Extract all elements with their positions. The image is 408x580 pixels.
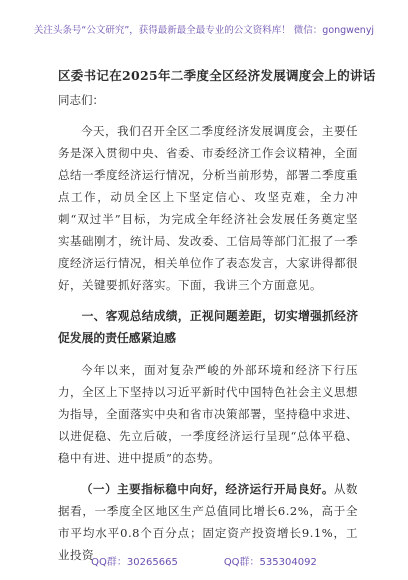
greeting: 同志们：: [58, 93, 104, 107]
subsection-1-heading: （一）主要指标稳中向好，经济运行开局良好。: [81, 482, 334, 496]
document-title: 区委书记在2025年二季度全区经济发展调度会上的讲话: [58, 68, 376, 83]
header-banner: 关注头条号“公文研究”，获得最新最全最专业的公文资料库！ 微信：gongwenyj: [33, 25, 375, 36]
intro-paragraph: 今天，我们召开全区二季度经济发展调度会，主要任务是深入贯彻中央、省委、市委经济工作会议精神，全面总结一季度经济运行情况，分析当前形势，部署二季度重点工作，动员全区上下坚定信心、攻坚克难，全力冲刺“双过半”目标，为完成全年经济社会发展任务奠定坚实基础刚才，统计局、发改委、工信局等部门汇报了一季度经济运行情况，相关单位作了表态发言，大家讲得都很好，关键要抓好落实。下面，我讲三个方面意见。: [58, 124, 358, 292]
footer-qq-groups: [0, 553, 408, 568]
document-body: [58, 66, 376, 575]
section-1-paragraph: 今年以来，面对复杂严峻的外部环境和经济下行压力，全区上下坚持以习近平新时代中国特色社会主义思想为指导，全面落实中央和省市决策部署，坚持稳中求进、以进促稳、先立后破，一季度经济运行呈现“总体平稳、稳中有进、进中提质”的态势。: [58, 363, 358, 465]
section-1-heading: 一、客观总结成绩，正视问题差距，切实增强抓经济促发展的责任感紧迫感: [58, 309, 358, 345]
footer-qq-group-1: QQ群：30265665: [91, 557, 178, 568]
subsection-1-text: 从数据看，一季度全区地区生产总值同比增长6.2%，高于全市平均水平0.8个百分点；固定资产投资增长9.1%，工业投资: [58, 482, 358, 562]
footer-qq-group-2: QQ群：535304092: [223, 557, 317, 568]
